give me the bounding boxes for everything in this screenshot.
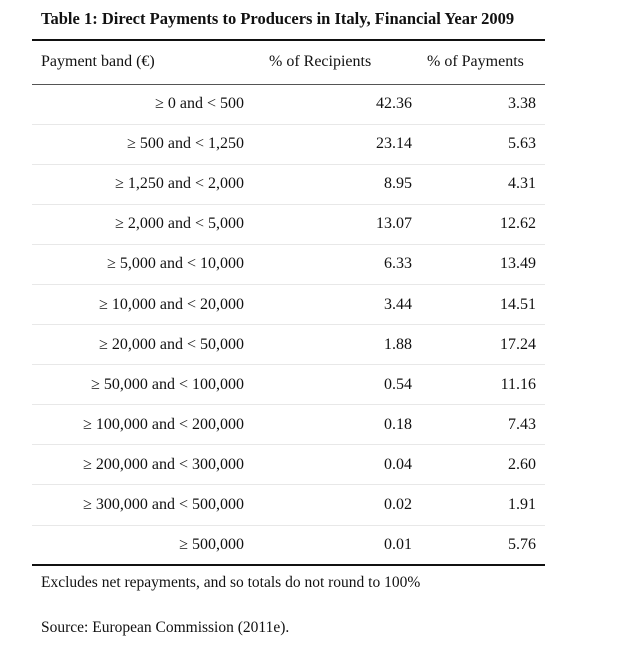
- payments-cell: 3.38: [419, 84, 545, 124]
- payment-band-cell: ≥ 2,000 and < 5,000: [32, 204, 254, 244]
- payments-cell: 14.51: [419, 284, 545, 324]
- table-row: [32, 244, 545, 284]
- table-body: [32, 84, 545, 565]
- payments-cell: 11.16: [419, 365, 545, 405]
- table-title: Table 1: Direct Payments to Producers in Italy, Financial Year 2009: [41, 9, 515, 28]
- header-payment-band: Payment band (€): [32, 40, 254, 84]
- header-payments: % of Payments: [419, 40, 545, 84]
- recipients-cell: 0.18: [254, 405, 419, 445]
- table-row: [32, 284, 545, 324]
- payment-band-cell: ≥ 100,000 and < 200,000: [32, 405, 254, 445]
- recipients-cell: 0.01: [254, 525, 419, 565]
- payments-table: [32, 39, 545, 566]
- payment-band-cell: ≥ 20,000 and < 50,000: [32, 325, 254, 365]
- table-row: [32, 405, 545, 445]
- table-header-row: [32, 40, 545, 84]
- recipients-cell: 0.04: [254, 445, 419, 485]
- payments-cell: 13.49: [419, 244, 545, 284]
- payments-cell: 1.91: [419, 485, 545, 525]
- table-row: [32, 204, 545, 244]
- payments-cell: 5.76: [419, 525, 545, 565]
- recipients-cell: 6.33: [254, 244, 419, 284]
- table-row: [32, 365, 545, 405]
- table-row: [32, 485, 545, 525]
- payment-band-cell: ≥ 0 and < 500: [32, 84, 254, 124]
- recipients-cell: 42.36: [254, 84, 419, 124]
- recipients-cell: 8.95: [254, 164, 419, 204]
- table-row: [32, 124, 545, 164]
- recipients-cell: 23.14: [254, 124, 419, 164]
- payments-cell: 2.60: [419, 445, 545, 485]
- payments-cell: 4.31: [419, 164, 545, 204]
- payment-band-cell: ≥ 300,000 and < 500,000: [32, 485, 254, 525]
- table-row: [32, 325, 545, 365]
- payment-band-cell: ≥ 5,000 and < 10,000: [32, 244, 254, 284]
- table-row: [32, 164, 545, 204]
- recipients-cell: 3.44: [254, 284, 419, 324]
- header-recipients: % of Recipients: [254, 40, 419, 84]
- payment-band-cell: ≥ 500,000: [32, 525, 254, 565]
- recipients-cell: 0.54: [254, 365, 419, 405]
- payment-band-cell: ≥ 1,250 and < 2,000: [32, 164, 254, 204]
- recipients-cell: 0.02: [254, 485, 419, 525]
- payments-cell: 5.63: [419, 124, 545, 164]
- payments-cell: 17.24: [419, 325, 545, 365]
- table-source: Source: European Commission (2011e).: [41, 619, 290, 636]
- payments-cell: 7.43: [419, 405, 545, 445]
- table-row: [32, 445, 545, 485]
- table-row: [32, 525, 545, 565]
- payment-band-cell: ≥ 50,000 and < 100,000: [32, 365, 254, 405]
- table-note: Excludes net repayments, and so totals do not round to 100%: [41, 574, 421, 591]
- table-row: [32, 84, 545, 124]
- payment-band-cell: ≥ 500 and < 1,250: [32, 124, 254, 164]
- recipients-cell: 13.07: [254, 204, 419, 244]
- payment-band-cell: ≥ 10,000 and < 20,000: [32, 284, 254, 324]
- payments-cell: 12.62: [419, 204, 545, 244]
- payment-band-cell: ≥ 200,000 and < 300,000: [32, 445, 254, 485]
- recipients-cell: 1.88: [254, 325, 419, 365]
